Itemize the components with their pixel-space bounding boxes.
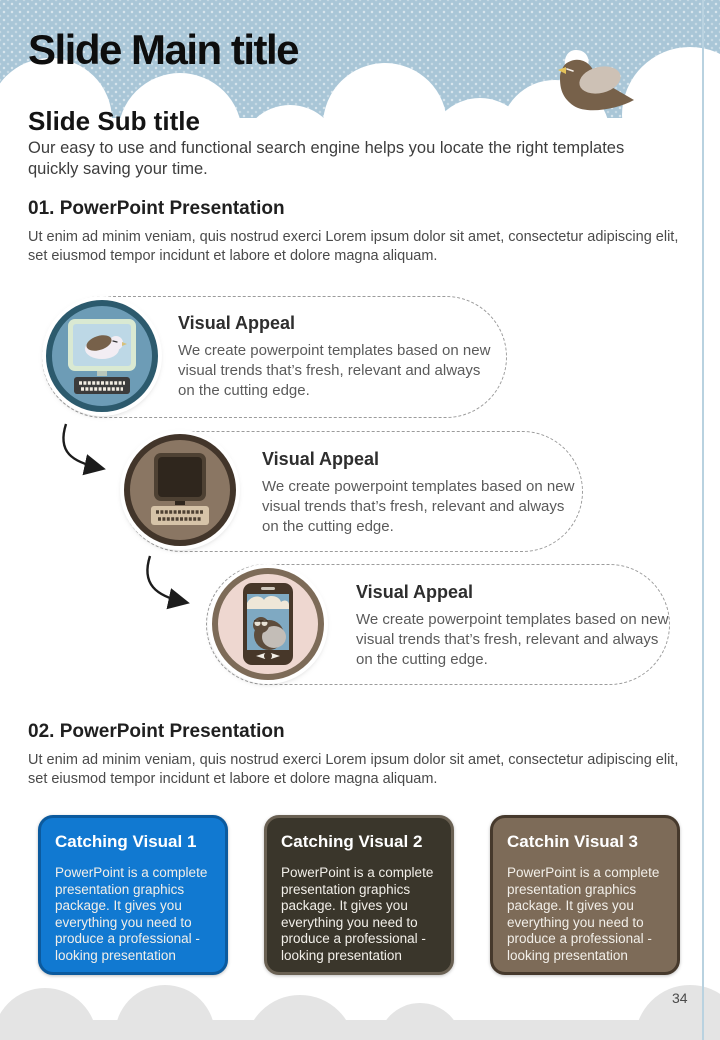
page-number: 34 [672,990,688,1006]
section-2-heading: 02. PowerPoint Presentation [28,721,285,742]
section-2-body: Ut enim ad minim veniam, quis nostrud exerci Lorem ipsum dolor sit amet, consectetur adipiscing elit, set eiusmod tempor incidunt et labore et dolore magna aliquam. [28,752,679,787]
feature-2-badge [124,434,236,546]
feature-1-text [178,313,493,401]
card-catchin-visual-3 [490,815,680,975]
footer-clouds [0,970,720,1040]
feature-1-desc: We create powerpoint templates based on new visual trends that’s fresh, relevant and always on the cutting edge. [178,342,491,399]
feature-1-title: Visual Appeal [178,313,296,333]
feature-2-title: Visual Appeal [262,449,380,469]
card-3-body: PowerPoint is a complete presentation graphics package. It gives you everything you need to produce a professional - looking presentation [507,865,660,963]
feature-3-text [356,582,674,670]
card-2-body: PowerPoint is a complete presentation graphics package. It gives you everything you need to produce a professional - looking presentation [281,865,434,963]
page-title: Slide Main title [28,26,299,73]
card-1-title: Catching Visual 1 [55,832,197,851]
feature-1-badge [46,300,158,412]
desktop-bird-icon [66,317,138,395]
arrow-2-icon [147,556,184,602]
feature-3-badge [212,568,324,680]
section-1-body: Ut enim ad minim veniam, quis nostrud exerci Lorem ipsum dolor sit amet, consectetur adipiscing elit, set eiusmod tempor incidunt et labore et dolore magna aliquam. [28,229,679,264]
arrow-1-icon [63,424,100,468]
feature-2-text [262,449,577,537]
bird-icon [546,48,638,114]
card-catching-visual-2 [264,815,454,975]
feature-3-desc: We create powerpoint templates based on new visual trends that’s fresh, relevant and always on the cutting edge. [356,611,669,668]
subtitle: Slide Sub title [28,106,200,136]
intro-text: Our easy to use and functional search engine helps you locate the right templates quickly saving your time. [28,139,625,178]
feature-2-desc: We create powerpoint templates based on new visual trends that’s fresh, relevant and always on the cutting edge. [262,478,575,535]
card-catching-visual-1 [38,815,228,975]
feature-3-title: Visual Appeal [356,582,474,602]
smartphone-owl-icon [243,583,293,665]
page-edge-line [702,0,704,1040]
card-3-title: Catchin Visual 3 [507,832,639,851]
laptop-icon [144,451,216,529]
card-1-body: PowerPoint is a complete presentation graphics package. It gives you everything you need to produce a professional - looking presentation [55,865,208,963]
card-2-title: Catching Visual 2 [281,832,423,851]
section-1-heading: 01. PowerPoint Presentation [28,198,285,219]
